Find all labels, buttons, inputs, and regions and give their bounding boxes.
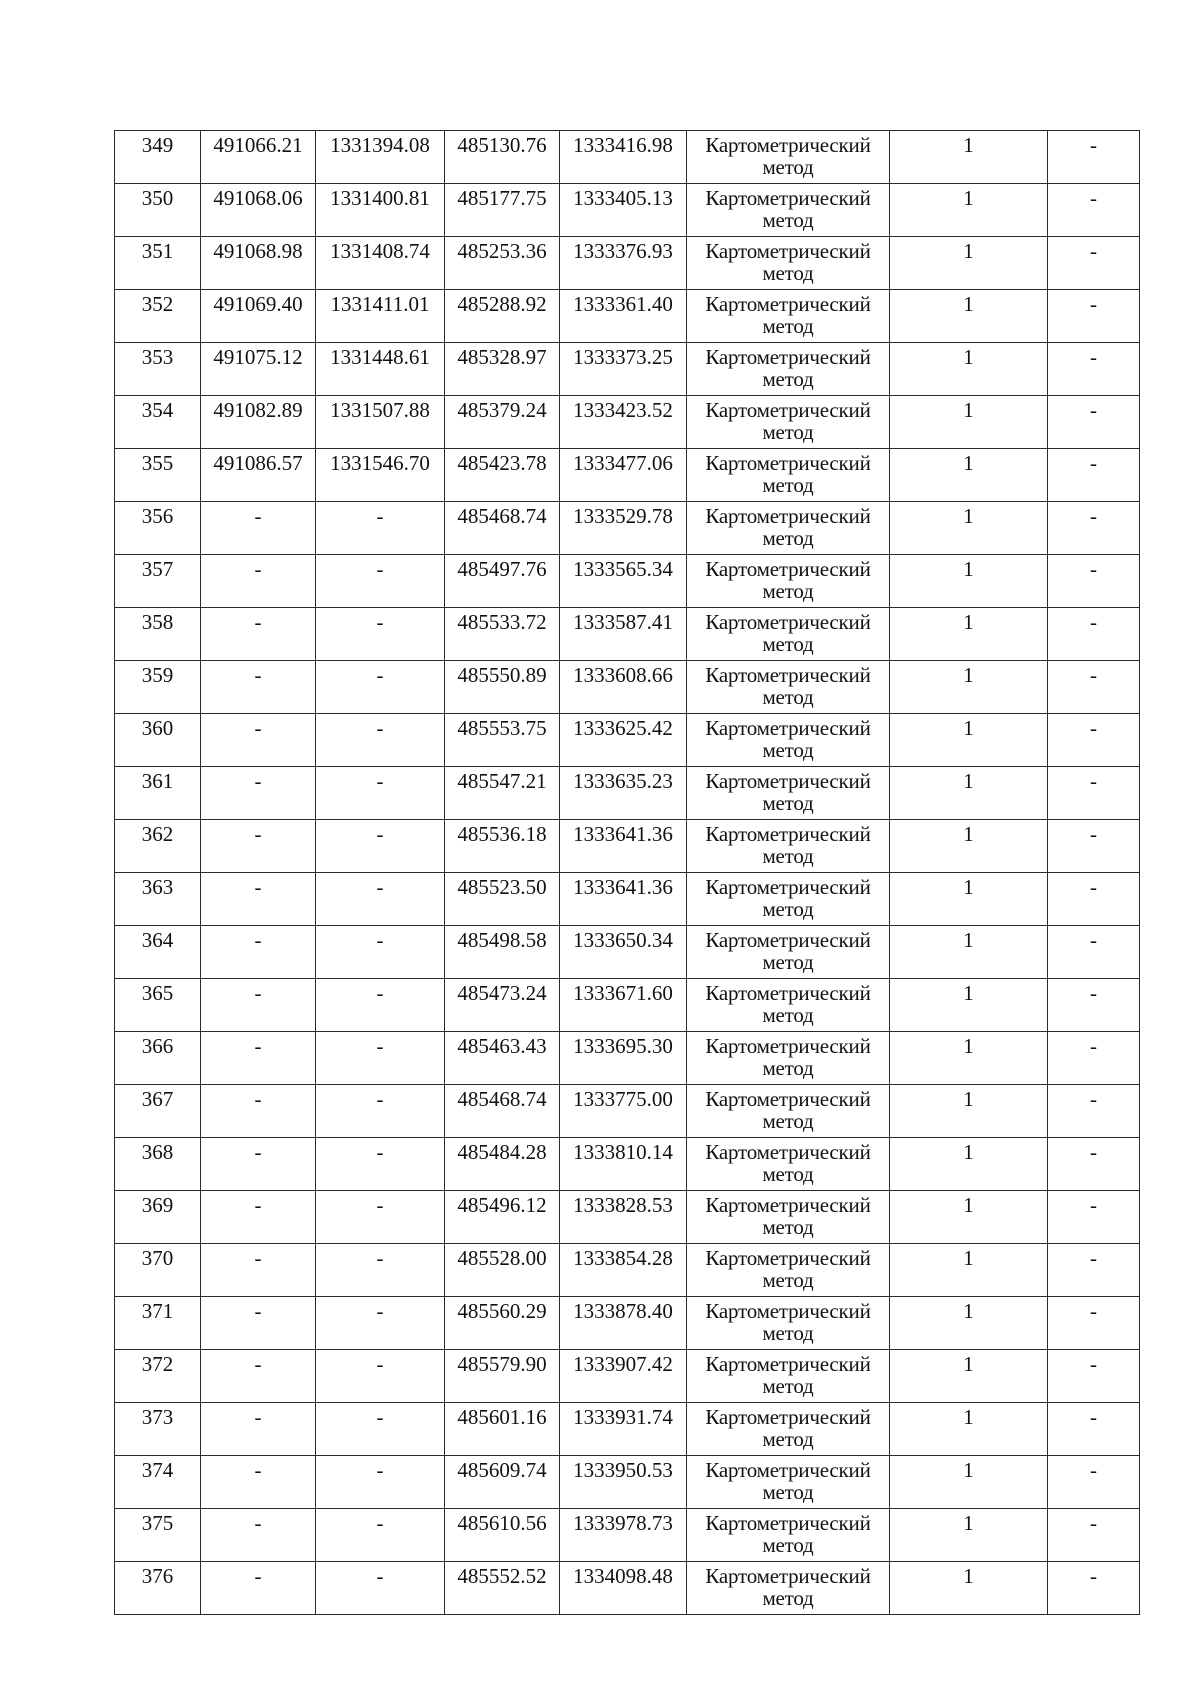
accuracy-cell: 1 (890, 343, 1048, 396)
table-row (115, 131, 1140, 184)
y-old-cell: - (316, 820, 445, 873)
y-new-cell: 1333695.30 (560, 1032, 687, 1085)
accuracy-cell: 1 (890, 820, 1048, 873)
table-row (115, 1297, 1140, 1350)
method-cell (687, 184, 890, 237)
description-cell: - (1048, 237, 1140, 290)
method-text: Картометрический метод (705, 1512, 871, 1557)
x-new-cell: 485253.36 (445, 237, 560, 290)
method-cell (687, 131, 890, 184)
method-cell (687, 1562, 890, 1615)
y-new-cell: 1333671.60 (560, 979, 687, 1032)
accuracy-cell: 1 (890, 873, 1048, 926)
description-cell: - (1048, 820, 1140, 873)
table-row (115, 237, 1140, 290)
y-old-cell: - (316, 1350, 445, 1403)
y-old-cell: - (316, 1403, 445, 1456)
y-old-cell: - (316, 979, 445, 1032)
description-cell: - (1048, 767, 1140, 820)
table-row (115, 555, 1140, 608)
x-new-cell: 485498.58 (445, 926, 560, 979)
x-old-cell: 491068.98 (201, 237, 316, 290)
x-old-cell: - (201, 926, 316, 979)
y-new-cell: 1333587.41 (560, 608, 687, 661)
point-number-cell: 370 (115, 1244, 201, 1297)
point-number-cell: 365 (115, 979, 201, 1032)
y-new-cell: 1333361.40 (560, 290, 687, 343)
method-text: Картометрический метод (705, 346, 871, 391)
description-cell: - (1048, 1085, 1140, 1138)
point-number-cell: 368 (115, 1138, 201, 1191)
accuracy-cell: 1 (890, 767, 1048, 820)
accuracy-cell: 1 (890, 184, 1048, 237)
x-old-cell: - (201, 1244, 316, 1297)
method-cell (687, 502, 890, 555)
method-cell (687, 343, 890, 396)
table-row (115, 290, 1140, 343)
y-old-cell: - (316, 714, 445, 767)
method-cell (687, 237, 890, 290)
y-old-cell: - (316, 1562, 445, 1615)
y-old-cell: - (316, 767, 445, 820)
table-row (115, 1350, 1140, 1403)
point-number-cell: 375 (115, 1509, 201, 1562)
point-number-cell: 374 (115, 1456, 201, 1509)
x-old-cell: - (201, 661, 316, 714)
y-new-cell: 1333635.23 (560, 767, 687, 820)
x-new-cell: 485496.12 (445, 1191, 560, 1244)
accuracy-cell: 1 (890, 1403, 1048, 1456)
point-number-cell: 366 (115, 1032, 201, 1085)
accuracy-cell: 1 (890, 979, 1048, 1032)
y-new-cell: 1333641.36 (560, 820, 687, 873)
x-new-cell: 485497.76 (445, 555, 560, 608)
accuracy-cell: 1 (890, 608, 1048, 661)
x-old-cell: 491086.57 (201, 449, 316, 502)
accuracy-cell: 1 (890, 449, 1048, 502)
y-old-cell: - (316, 661, 445, 714)
method-text: Картометрический метод (705, 1565, 871, 1610)
table-row (115, 661, 1140, 714)
x-new-cell: 485560.29 (445, 1297, 560, 1350)
y-old-cell: 1331448.61 (316, 343, 445, 396)
point-number-cell: 362 (115, 820, 201, 873)
x-new-cell: 485288.92 (445, 290, 560, 343)
method-text: Картометрический метод (705, 1353, 871, 1398)
y-new-cell: 1333907.42 (560, 1350, 687, 1403)
point-number-cell: 357 (115, 555, 201, 608)
y-new-cell: 1333650.34 (560, 926, 687, 979)
y-old-cell: 1331546.70 (316, 449, 445, 502)
y-old-cell: 1331394.08 (316, 131, 445, 184)
method-cell (687, 926, 890, 979)
method-text: Картометрический метод (705, 1459, 871, 1504)
y-new-cell: 1333854.28 (560, 1244, 687, 1297)
table-row (115, 396, 1140, 449)
method-cell (687, 979, 890, 1032)
method-text: Картометрический метод (705, 187, 871, 232)
method-text: Картометрический метод (705, 929, 871, 974)
x-old-cell: 491075.12 (201, 343, 316, 396)
method-text: Картометрический метод (705, 717, 871, 762)
table-row (115, 1562, 1140, 1615)
method-cell (687, 555, 890, 608)
y-old-cell: 1331408.74 (316, 237, 445, 290)
description-cell: - (1048, 396, 1140, 449)
description-cell: - (1048, 1403, 1140, 1456)
y-new-cell: 1333477.06 (560, 449, 687, 502)
y-old-cell: - (316, 608, 445, 661)
x-new-cell: 485379.24 (445, 396, 560, 449)
x-new-cell: 485423.78 (445, 449, 560, 502)
description-cell: - (1048, 343, 1140, 396)
x-new-cell: 485528.00 (445, 1244, 560, 1297)
x-new-cell: 485463.43 (445, 1032, 560, 1085)
y-new-cell: 1333405.13 (560, 184, 687, 237)
table-row (115, 343, 1140, 396)
y-old-cell: - (316, 1085, 445, 1138)
x-new-cell: 485177.75 (445, 184, 560, 237)
accuracy-cell: 1 (890, 502, 1048, 555)
y-new-cell: 1333878.40 (560, 1297, 687, 1350)
method-text: Картометрический метод (705, 399, 871, 444)
description-cell: - (1048, 1032, 1140, 1085)
method-cell (687, 661, 890, 714)
point-number-cell: 350 (115, 184, 201, 237)
x-old-cell: - (201, 1138, 316, 1191)
accuracy-cell: 1 (890, 290, 1048, 343)
x-new-cell: 485579.90 (445, 1350, 560, 1403)
x-new-cell: 485468.74 (445, 502, 560, 555)
y-new-cell: 1333828.53 (560, 1191, 687, 1244)
y-new-cell: 1333423.52 (560, 396, 687, 449)
x-new-cell: 485130.76 (445, 131, 560, 184)
y-old-cell: 1331507.88 (316, 396, 445, 449)
point-number-cell: 354 (115, 396, 201, 449)
point-number-cell: 355 (115, 449, 201, 502)
x-old-cell: - (201, 1297, 316, 1350)
point-number-cell: 373 (115, 1403, 201, 1456)
y-new-cell: 1333810.14 (560, 1138, 687, 1191)
accuracy-cell: 1 (890, 714, 1048, 767)
method-text: Картометрический метод (705, 505, 871, 550)
method-text: Картометрический метод (705, 1141, 871, 1186)
description-cell: - (1048, 714, 1140, 767)
y-new-cell: 1334098.48 (560, 1562, 687, 1615)
x-new-cell: 485468.74 (445, 1085, 560, 1138)
x-old-cell: - (201, 1509, 316, 1562)
table-row (115, 449, 1140, 502)
description-cell: - (1048, 608, 1140, 661)
method-text: Картометрический метод (705, 611, 871, 656)
method-cell (687, 1191, 890, 1244)
x-old-cell: - (201, 1562, 316, 1615)
x-old-cell: - (201, 1403, 316, 1456)
x-new-cell: 485536.18 (445, 820, 560, 873)
x-old-cell: - (201, 820, 316, 873)
description-cell: - (1048, 502, 1140, 555)
y-new-cell: 1333931.74 (560, 1403, 687, 1456)
accuracy-cell: 1 (890, 396, 1048, 449)
y-old-cell: - (316, 1456, 445, 1509)
y-new-cell: 1333950.53 (560, 1456, 687, 1509)
point-number-cell: 351 (115, 237, 201, 290)
y-old-cell: - (316, 1297, 445, 1350)
accuracy-cell: 1 (890, 1562, 1048, 1615)
y-old-cell: - (316, 1032, 445, 1085)
table-row (115, 608, 1140, 661)
table-row (115, 873, 1140, 926)
x-new-cell: 485610.56 (445, 1509, 560, 1562)
table-body (115, 131, 1140, 1615)
method-text: Картометрический метод (705, 1406, 871, 1451)
point-number-cell: 371 (115, 1297, 201, 1350)
description-cell: - (1048, 1562, 1140, 1615)
x-old-cell: - (201, 1456, 316, 1509)
x-new-cell: 485601.16 (445, 1403, 560, 1456)
point-number-cell: 349 (115, 131, 201, 184)
accuracy-cell: 1 (890, 661, 1048, 714)
accuracy-cell: 1 (890, 1244, 1048, 1297)
accuracy-cell: 1 (890, 1032, 1048, 1085)
y-old-cell: - (316, 1244, 445, 1297)
x-old-cell: - (201, 555, 316, 608)
point-number-cell: 376 (115, 1562, 201, 1615)
point-number-cell: 367 (115, 1085, 201, 1138)
accuracy-cell: 1 (890, 1297, 1048, 1350)
method-cell (687, 449, 890, 502)
x-old-cell: - (201, 502, 316, 555)
y-new-cell: 1333565.34 (560, 555, 687, 608)
table-row (115, 926, 1140, 979)
point-number-cell: 361 (115, 767, 201, 820)
x-old-cell: - (201, 608, 316, 661)
accuracy-cell: 1 (890, 555, 1048, 608)
y-old-cell: - (316, 1138, 445, 1191)
x-old-cell: - (201, 714, 316, 767)
description-cell: - (1048, 1509, 1140, 1562)
description-cell: - (1048, 131, 1140, 184)
x-new-cell: 485550.89 (445, 661, 560, 714)
method-text: Картометрический метод (705, 452, 871, 497)
method-text: Картометрический метод (705, 664, 871, 709)
table-row (115, 714, 1140, 767)
y-new-cell: 1333775.00 (560, 1085, 687, 1138)
accuracy-cell: 1 (890, 926, 1048, 979)
accuracy-cell: 1 (890, 1191, 1048, 1244)
accuracy-cell: 1 (890, 1456, 1048, 1509)
x-old-cell: 491068.06 (201, 184, 316, 237)
table-row (115, 1138, 1140, 1191)
x-old-cell: 491082.89 (201, 396, 316, 449)
y-new-cell: 1333608.66 (560, 661, 687, 714)
x-old-cell: - (201, 1085, 316, 1138)
point-number-cell: 359 (115, 661, 201, 714)
method-cell (687, 1509, 890, 1562)
description-cell: - (1048, 449, 1140, 502)
method-text: Картометрический метод (705, 876, 871, 921)
y-old-cell: 1331400.81 (316, 184, 445, 237)
method-cell (687, 1244, 890, 1297)
description-cell: - (1048, 1138, 1140, 1191)
method-text: Картометрический метод (705, 134, 871, 179)
method-cell (687, 767, 890, 820)
method-cell (687, 820, 890, 873)
y-old-cell: - (316, 1509, 445, 1562)
description-cell: - (1048, 184, 1140, 237)
y-new-cell: 1333641.36 (560, 873, 687, 926)
x-new-cell: 485473.24 (445, 979, 560, 1032)
point-number-cell: 360 (115, 714, 201, 767)
description-cell: - (1048, 926, 1140, 979)
table-row (115, 979, 1140, 1032)
method-text: Картометрический метод (705, 1300, 871, 1345)
table-row (115, 502, 1140, 555)
table-row (115, 1244, 1140, 1297)
x-old-cell: 491069.40 (201, 290, 316, 343)
method-cell (687, 714, 890, 767)
method-cell (687, 1350, 890, 1403)
method-cell (687, 1456, 890, 1509)
method-text: Картометрический метод (705, 823, 871, 868)
table-row (115, 820, 1140, 873)
point-number-cell: 358 (115, 608, 201, 661)
description-cell: - (1048, 979, 1140, 1032)
point-number-cell: 363 (115, 873, 201, 926)
method-text: Картометрический метод (705, 1194, 871, 1239)
method-cell (687, 1138, 890, 1191)
method-text: Картометрический метод (705, 293, 871, 338)
x-new-cell: 485328.97 (445, 343, 560, 396)
y-old-cell: - (316, 873, 445, 926)
method-cell (687, 396, 890, 449)
method-text: Картометрический метод (705, 1247, 871, 1292)
table-row (115, 1191, 1140, 1244)
x-new-cell: 485484.28 (445, 1138, 560, 1191)
description-cell: - (1048, 1456, 1140, 1509)
x-new-cell: 485533.72 (445, 608, 560, 661)
description-cell: - (1048, 1244, 1140, 1297)
accuracy-cell: 1 (890, 1509, 1048, 1562)
method-text: Картометрический метод (705, 558, 871, 603)
y-new-cell: 1333625.42 (560, 714, 687, 767)
x-old-cell: - (201, 1191, 316, 1244)
description-cell: - (1048, 290, 1140, 343)
x-new-cell: 485552.52 (445, 1562, 560, 1615)
y-old-cell: - (316, 1191, 445, 1244)
table-row (115, 184, 1140, 237)
y-old-cell: - (316, 502, 445, 555)
method-text: Картометрический метод (705, 1088, 871, 1133)
y-new-cell: 1333376.93 (560, 237, 687, 290)
description-cell: - (1048, 661, 1140, 714)
x-new-cell: 485609.74 (445, 1456, 560, 1509)
y-new-cell: 1333529.78 (560, 502, 687, 555)
y-new-cell: 1333978.73 (560, 1509, 687, 1562)
description-cell: - (1048, 873, 1140, 926)
accuracy-cell: 1 (890, 1085, 1048, 1138)
table-row (115, 1509, 1140, 1562)
point-number-cell: 364 (115, 926, 201, 979)
method-cell (687, 1085, 890, 1138)
y-old-cell: - (316, 555, 445, 608)
description-cell: - (1048, 555, 1140, 608)
x-new-cell: 485553.75 (445, 714, 560, 767)
accuracy-cell: 1 (890, 131, 1048, 184)
x-new-cell: 485547.21 (445, 767, 560, 820)
method-text: Картометрический метод (705, 982, 871, 1027)
y-new-cell: 1333416.98 (560, 131, 687, 184)
y-old-cell: 1331411.01 (316, 290, 445, 343)
accuracy-cell: 1 (890, 1350, 1048, 1403)
y-new-cell: 1333373.25 (560, 343, 687, 396)
x-old-cell: 491066.21 (201, 131, 316, 184)
x-old-cell: - (201, 873, 316, 926)
method-cell (687, 608, 890, 661)
table-row (115, 1032, 1140, 1085)
x-old-cell: - (201, 767, 316, 820)
table-row (115, 1456, 1140, 1509)
accuracy-cell: 1 (890, 237, 1048, 290)
x-old-cell: - (201, 1350, 316, 1403)
method-cell (687, 873, 890, 926)
method-text: Картометрический метод (705, 770, 871, 815)
point-number-cell: 369 (115, 1191, 201, 1244)
method-cell (687, 1032, 890, 1085)
table-row (115, 1403, 1140, 1456)
point-number-cell: 353 (115, 343, 201, 396)
method-cell (687, 1297, 890, 1350)
method-text: Картометрический метод (705, 1035, 871, 1080)
y-old-cell: - (316, 926, 445, 979)
point-number-cell: 356 (115, 502, 201, 555)
point-number-cell: 352 (115, 290, 201, 343)
x-old-cell: - (201, 979, 316, 1032)
coordinates-table (114, 130, 1140, 1615)
description-cell: - (1048, 1350, 1140, 1403)
description-cell: - (1048, 1191, 1140, 1244)
description-cell: - (1048, 1297, 1140, 1350)
method-cell (687, 1403, 890, 1456)
table-row (115, 1085, 1140, 1138)
accuracy-cell: 1 (890, 1138, 1048, 1191)
table-row (115, 767, 1140, 820)
method-cell (687, 290, 890, 343)
point-number-cell: 372 (115, 1350, 201, 1403)
x-old-cell: - (201, 1032, 316, 1085)
x-new-cell: 485523.50 (445, 873, 560, 926)
method-text: Картометрический метод (705, 240, 871, 285)
